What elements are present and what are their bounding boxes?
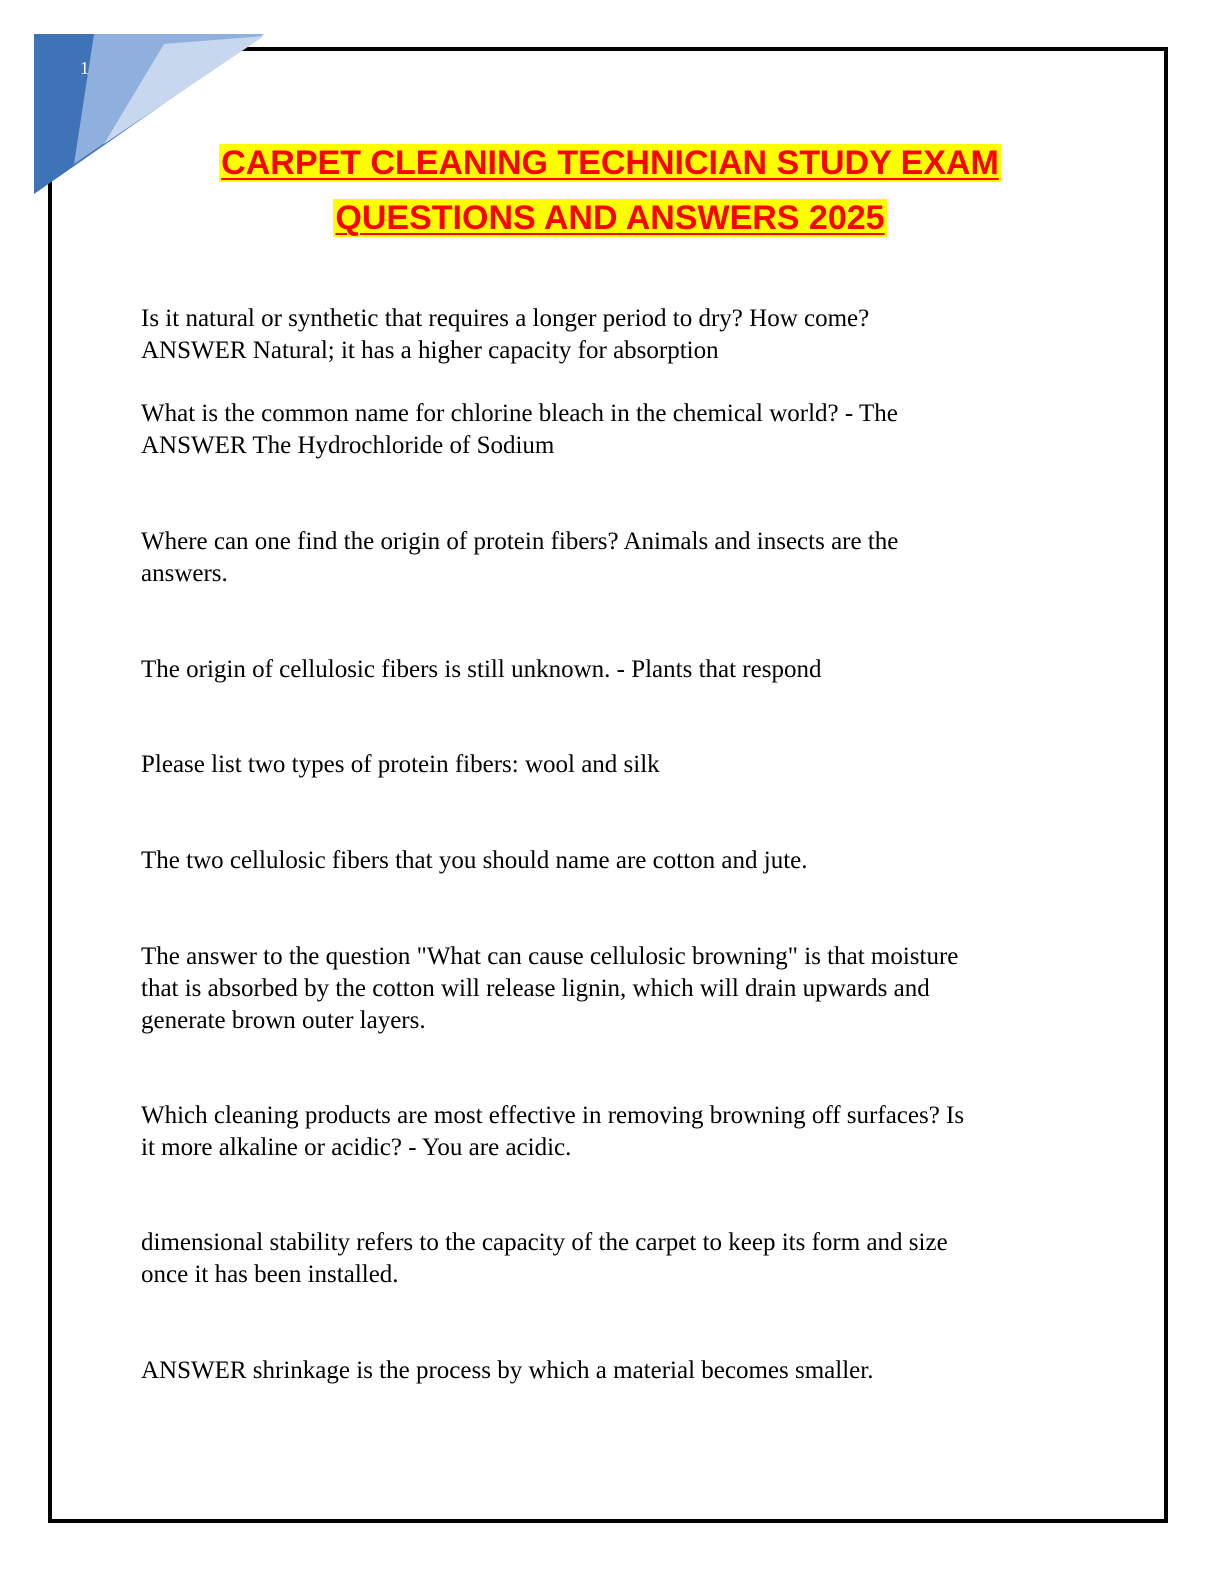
qa-entry-6	[141, 845, 1081, 877]
qa-line: Which cleaning products are most effective in removing browning off surfaces? Is	[141, 1102, 965, 1129]
page-border	[48, 47, 1168, 1523]
qa-entry-10	[141, 1355, 1081, 1387]
qa-line: generate brown outer layers.	[141, 1007, 426, 1034]
qa-line: ANSWER The Hydrochloride of Sodium	[141, 432, 555, 459]
qa-line: What is the common name for chlorine bleach in the chemical world? - The	[141, 400, 898, 427]
qa-line: The answer to the question "What can cause cellulosic browning" is that moisture	[141, 943, 959, 970]
qa-entry-8	[141, 1100, 1081, 1164]
qa-line: ANSWER shrinkage is the process by which a material becomes smaller.	[141, 1357, 874, 1384]
document-title	[100, 136, 1120, 246]
page-number: 1	[80, 58, 89, 78]
title-line-2: QUESTIONS AND ANSWERS 2025	[335, 199, 885, 237]
qa-line: dimensional stability refers to the capacity of the carpet to keep its form and size	[141, 1229, 948, 1256]
qa-line: The two cellulosic fibers that you should name are cotton and jute.	[141, 847, 808, 874]
qa-line: Where can one find the origin of protein fibers? Animals and insects are the	[141, 528, 899, 555]
qa-entry-5	[141, 749, 1081, 781]
qa-line: Is it natural or synthetic that requires a longer period to dry? How come?	[141, 305, 870, 332]
qa-entry-1	[141, 303, 1081, 367]
qa-line: answers.	[141, 560, 228, 587]
qa-entry-7	[141, 941, 1081, 1037]
qa-entry-4	[141, 654, 1081, 686]
qa-line: Please list two types of protein fibers: wool and silk	[141, 751, 660, 778]
qa-line: that is absorbed by the cotton will release lignin, which will drain upwards and	[141, 975, 930, 1002]
qa-entry-2	[141, 398, 1081, 462]
qa-line: ANSWER Natural; it has a higher capacity for absorption	[141, 337, 719, 364]
qa-entry-3	[141, 526, 1081, 590]
title-line-1: CARPET CLEANING TECHNICIAN STUDY EXAM	[221, 144, 999, 182]
qa-line: once it has been installed.	[141, 1261, 399, 1288]
qa-line: it more alkaline or acidic? - You are acidic.	[141, 1134, 572, 1161]
qa-line: The origin of cellulosic fibers is still unknown. - Plants that respond	[141, 656, 822, 683]
qa-entry-9	[141, 1227, 1081, 1291]
